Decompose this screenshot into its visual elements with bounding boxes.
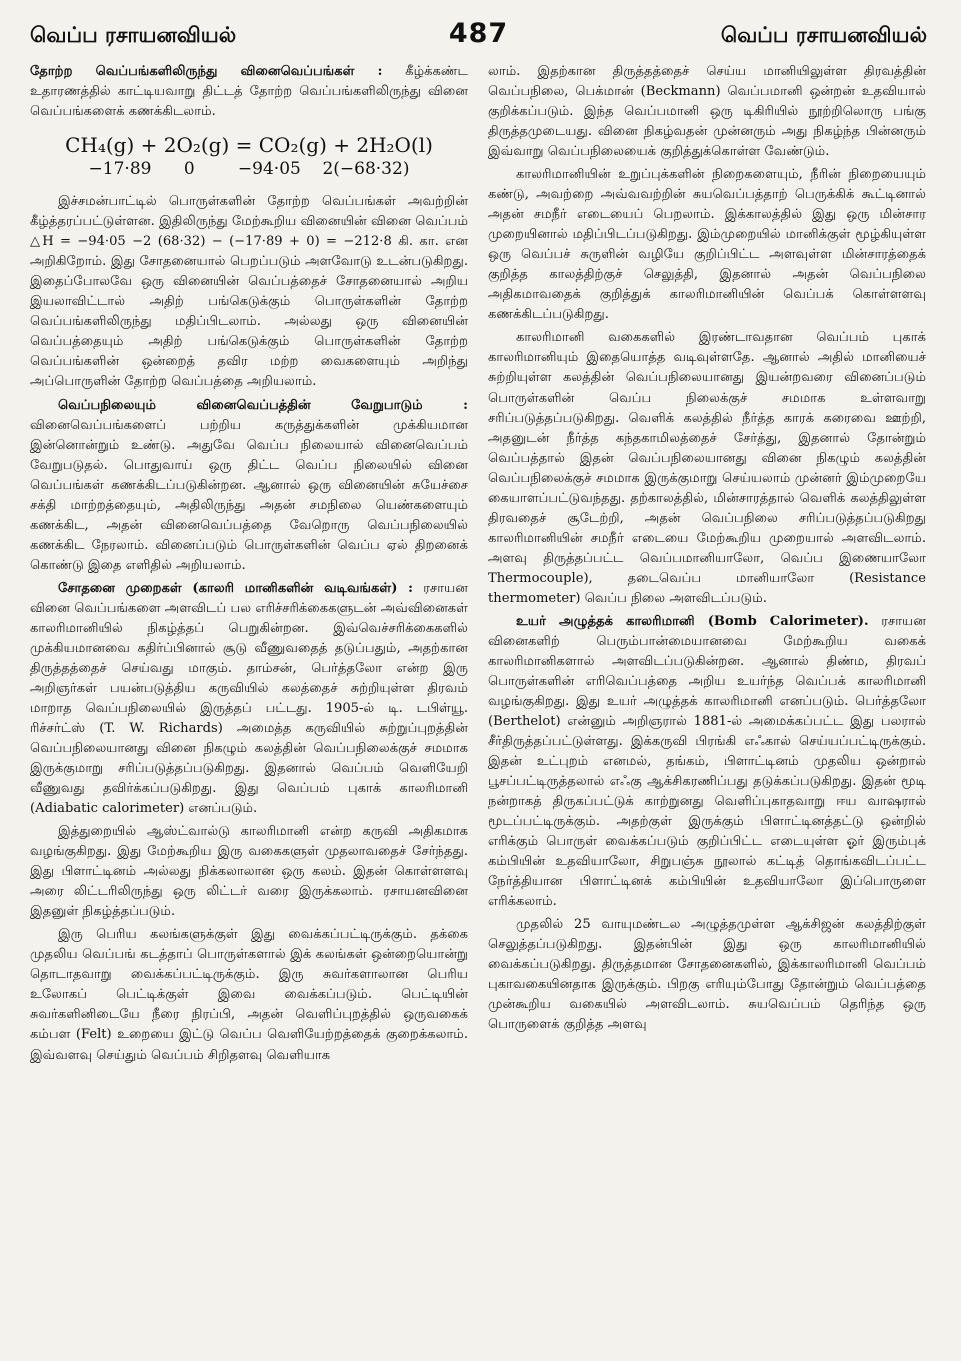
equation-values: −17·89 0 −94·05 2(−68·32) [88,159,410,180]
left-column [30,62,468,1352]
paragraph: இத்துறையில் ஆஸ்ட்வால்டு காலரிமானி என்ற கருவி அதிகமாக வழங்குகிறது. இது மேற்கூறிய இரு வகைகளுள் முதலாவதைச் சேர்ந்தது. இது பிளாட்டினம் அல்லது நிக்கலாலான ஒரு கலம். இதன் கொள்ளளவு அரை லிட்டரிலிருந்து ஒரு லிட்டர் வரை இருக்கலாம். ரசாயனவினை இதனுள் நிகழ்த்தப்படும். [30,824,468,920]
paragraph: காலரிமானியின் உறுப்புக்களின் நிறைகளையும், நீரின் நிறையையும் கண்டு, அவற்றை அவ்வவற்றின் சுயவெப்பத்தாற் பெருக்கிக் கூட்டினால் அதன் சமநீர் எடையைப் பெறலாம். இக்காலத்தில் இது ஒரு மின்சார முறையினால் மதிப்பிடப்படுகிறது. இம்முறையில் மானிக்குள் மூழ்கியுள்ள ஒரு வெப்பச் சுருளின் வழியே குறிப்பிட்ட அளவுள்ள மின்சாரத்தைக் குறித்த காலத்திற்குச் செலுத்தி, இதனால் அதன் வெப்பநிலை அதிகமாவதைக் குறித்துக் காலரிமானியின் வெப்பக் கொள்ளளவு கணக்கிடப்படுகிறது. [488,167,926,323]
subheading-experimental-methods: சோதனை முறைகள் (காலரி மானிகளின் வடிவங்கள்) : [58,580,413,596]
paragraph [30,396,468,576]
paragraph [488,612,926,912]
paragraph-text: ரசாயன வினைகளிற் பெரும்பான்மையானவை மேற்கூறிய வகைக் காலரிமானிகளால் அளவிடப்படுகின்றன. ஆனால் திண்ம, திரவப் பொருள்களின் எரிவெப்பத்தை அறிய உயர்ந்த வெப்பக் காலரிமானி வழங்குகிறது. இது உயர் அழுத்தக் காலரிமானி எனப்படும். பெர்த்தலோ (Berthelot) என்னும் அறிஞரால் 1881-ல் அமைக்கப்பட்ட இது பலரால் சீர்திருத்தப்பட்டுள்ளது. இக்கருவி பிரங்கி எஃகால் செய்யப்பட்டிருக்கும். இதன் உட்புறம் எனமல், தங்கம், பிளாட்டினம் முதலிய ஒன்றால் பூசப்பட்டிருத்தலால் எஃகு ஆக்சிகரணிப்பது தடுக்கப்படுகிறது. இதன் மூடி நன்றாகத் திருகப்பட்டுக் காற்றுனது வெளிப்புகாதவாறு ஈய வாஷரால் மூடப்பட்டிருக்கும். அதற்குள் இருக்கும் பிளாட்டினத்தட்டு ஒன்றில் எரிக்கும் பொருள் வைக்கப்படும் குறிப்பிட்ட எடையுள்ள ஓர் இரும்புக் கம்பியின் உதவியாலோ, சிறுபஞ்சு நூலால் கட்டித் தொங்கவிடப்பட்ட நேர்த்தியான பிளாட்டினக் கம்பியின் உதவியாலோ இப்பொருளை எரிக்கலாம். [488,613,926,910]
text-columns [30,62,927,1352]
paragraph: இச்சமன்பாட்டில் பொருள்களின் தோற்ற வெப்பங்கள் அவற்றின் கீழ்த்தரப்பட்டுள்ளன. இதிலிருந்து மேற்கூறிய வினையின் வினை வெப்பம் △H = −94·05 −2 (68·32) − (−17·89 + 0) = −212·8 கி. கா. என அறிகிறோம். இது சோதனையால் பெறப்படும் அளவோடு உடன்படுகிறது. இதைப்போலவே ஒரு வினையின் வெப்பத்தைச் சோதனையால் அறிய இயலாவிட்டால் அதிற் பங்கெடுக்கும் பொருள்களின் தோற்ற வெப்பங்களிலிருந்து மதிப்பிடலாம். அல்லது ஒரு வினையின் வெப்பத்தையும் அதிற் பங்கெடுக்கும் பொருள்களின் தோற்ற வெப்பங்களின் ஒன்றைத் தவிர மற்ற வைகளையும் அறிந்து அப்பொருளின் தோற்ற வெப்பத்தை அறியலாம். [30,194,468,390]
right-column [488,62,926,1352]
subheading-formation-heats: தோற்ற வெப்பங்களிலிருந்து வினைவெப்பங்கள் : [30,64,383,79]
subheading-bomb-calorimeter: உயர் அழுத்தக் காலரிமானி (Bomb Calorimeter). [516,613,869,629]
paragraph-text: வினைவெப்பங்களைப் பற்றிய கருத்துக்களின் முக்கியமான இன்னொன்றும் உண்டு. அதுவே வெப்ப நிலையால் வினைவெப்பம் வேறுபடுதல். பொதுவாய் ஒரு திட்ட வெப்ப நிலையில் வினை வெப்பங்கள் கணக்கிடப்படுகின்றன. ஆனால் ஒரு வினையின் சுயேச்சை சக்தி மாற்றத்தையும், அதிலிருந்து அதன் சமநிலை யெண்களையும் கணக்கிட, அதன் வினைவெப்பத்தை வேறொரு வெப்பநிலையில் கணக்கிட நேரலாம். வினைப்படும் பொருள்களின் வெப்ப ஏல் திறனைக் கொண்டு இதை எளிதில் அறியலாம். [30,417,468,573]
subheading-temperature-variation: வெப்பநிலையும் வினைவெப்பத்தின் வேறுபாடும் : [58,397,468,413]
page-number: 487 [448,18,509,49]
running-head [30,18,927,62]
running-head-right: வெப்ப ரசாயனவியல் [720,23,927,47]
paragraph-text: கீழ்க்கண்ட உதாரணத்தில் காட்டியவாறு திட்டத் தோற்ற வெப்பங்களிலிருந்து வினை வெப்பங்களைக் கணக்கிடலாம். [30,64,468,120]
chemical-equation [30,132,468,180]
paragraph-text: ரசாயன வினை வெப்பங்களை அளவிடப் பல எரிச்சரிக்கைகளுடன் அவ்வினைகள் காலரிமானியில் நிகழ்த்தப் பெறுகின்றன. இவ்வெச்சரிக்கைகளில் முக்கியமானவை கதிர்ப்பினால் சூடு வீணுவதைத் தடுப்பதும், அதற்கான திருத்தத்தைச் செய்வது மாகும். தாம்சன், பெர்த்தலோ என்ற இரு அறிஞர்கள் பயன்படுத்திய கருவியில் கலத்தைச் சுற்றியுள்ள திரவம் மாறாத வெப்பநிலையில் இருத்தப் பட்டது. 1905-ல் டி. டபிள்யூ. ரிச்சர்ட்ஸ் (T. W. Richards) அமைத்த கருவியில் சுற்றுப்புறத்தின் வெப்பநிலையானது வினை நிகழும் கலத்தின் வெப்பநிலைக்குச் சமமாக இருக்குமாறு சரிப்படுத்தப்படுகிறது. இதனால் வெப்பம் வெளியேறி வீணுவது தவிர்க்கப்படுகிறது. இது வெப்பம் புகாக் காலரிமானி (Adiabatic calorimeter) எனப்படும். [30,580,468,817]
paragraph: முதலில் 25 வாயுமண்டல அழுத்தமுள்ள ஆக்சிஜன் கலத்திற்குள் செலுத்தப்படுகிறது. இதன்பின் இது ஒரு காலரிமானியில் வைக்கப்படுகிறது. திருத்தமான சோதனைகளில், இக்காலரிமானி வெப்பம் புகாவகையினதாக இருக்கும். பிறகு எரியும்போது தோன்றும் வெப்பத்தை முன்கூறிய வகையில் அளவிடலாம். சுயவெப்பம் தெரிந்த ஒரு பொருளைக் குறித்த அளவு [488,917,926,1033]
paragraph: இரு பெரிய கலங்களுக்குள் இது வைக்கப்பட்டிருக்கும். தக்கை முதலிய வெப்பங் கடத்தாப் பொருள்களால் இக் கலங்கள் ஒன்றையொன்று தொடாதவாறு வைக்கப்பட்டிருக்கும். இரு சுவர்களாலான பெரிய உலோகப் பெட்டிக்குள் இவை வைக்கப்படும். பெட்டியின் சுவர்களினிடையே நீரை நிரப்பி, அதன் வெளிப்புறத்தில் ஒருவகைக் கம்பள (Felt) உறையை இட்டு வெப்ப வெளியேற்றத்தைக் குறைக்கலாம். இவ்வளவு செய்தும் வெப்பம் சிறிதளவு வெளியாக [30,927,468,1063]
paragraph: காலரிமானி வகைகளில் இரண்டாவதான வெப்பம் புகாக் காலரிமானியும் இதையொத்த வடிவுள்ளதே. ஆனால் அதில் மானியைச் சுற்றியுள்ள கலத்தின் வெப்பநிலையானது இயன்றவரை வினைப்படும் பொருள்களின் வெப்ப நிலைக்குச் சமமாக உள்ளவாறு சரிப்படுத்தப்படுகிறது. வெளிக் கலத்தில் நீர்த்த காரக் கரைவை ஊற்றி, அதனுடன் நீர்த்த கந்தகாமிலத்தைச் சேர்த்து, இதனால் தோன்றும் வெப்பத்தால் இதன் வெப்பநிலையானது வினை நிகழும் கலத்தின் வெப்பநிலைக்குச் சமமாக இருக்குமாறு செய்யலாம் முன்னர் இம்முறையே கையாளப்பட்டுவந்தது. தற்காலத்தில், மின்சாரத்தால் வெளிக் கலத்திலுள்ள திரவதைச் சூடேற்றி, அதன் வெப்பநிலை சரிப்படுத்தப்படுகிறது காலரிமானியின் சமநீர் எடையை மேற்கூறிய முறையால் அளவிடலாம். அளவு திருத்தப்பட்ட வெப்பமானியாலோ, வெப்ப இணையாலோ Thermocouple), தடைவெப்ப மானியாலோ (Resistance thermometer) வெப்ப நிலை அளவிடப்படும். [488,330,926,606]
paragraph [30,579,468,819]
paragraph [30,62,468,122]
equation-formula: CH₄(g) + 2O₂(g) = CO₂(g) + 2H₂O(l) [65,133,433,158]
running-head-left: வெப்ப ரசாயனவியல் [30,23,237,47]
paragraph: லாம். இதற்கான திருத்தத்தைச் செய்ய மானியிலுள்ள திரவத்தின் வெப்பநிலை, பெக்மான் (Beckmann) வெப்பமானி ஒன்றன் உதவியால் குறிக்கப்படும். இந்த வெப்பமானி ஒரு டிகிரியில் நூற்றிலொரு பங்கு திருத்தமுடையது. வினை நிகழ்வதன் முன்னரும் அது நிகழ்ந்த பின்னரும் இவ்வாறு வெப்பநிலையைக் குறித்துக்கொள்ள வேண்டும். [488,64,926,160]
